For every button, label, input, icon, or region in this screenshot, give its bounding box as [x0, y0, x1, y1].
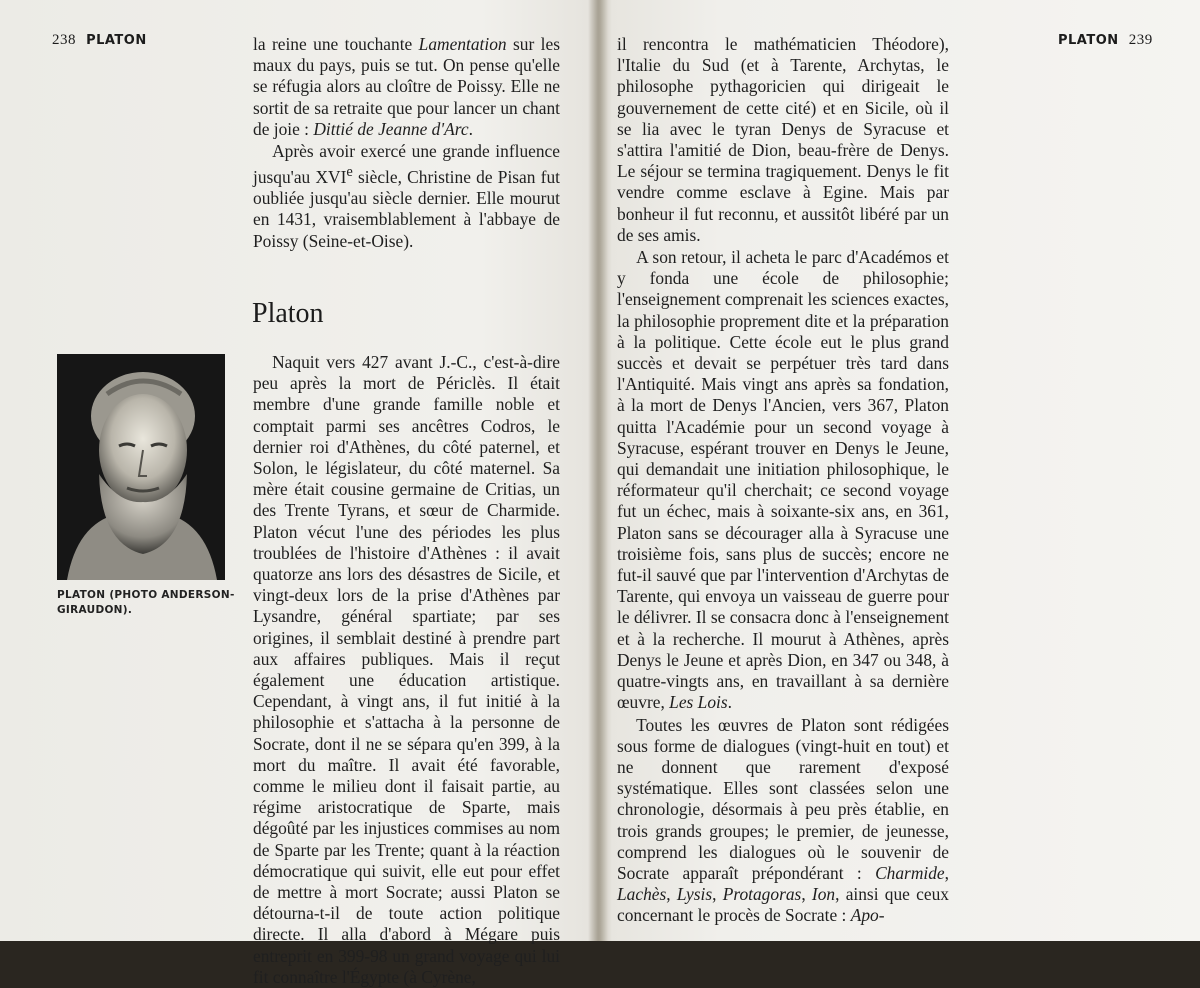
section-title: Platon — [252, 298, 324, 329]
left-top-text — [253, 34, 560, 252]
left-page-number: 238 — [52, 32, 76, 48]
paragraph: il rencontra le mathématicien Théodore), l'Italie du Sud (et à Tarente, Archytas, le philosophe pythagoricien qui dirigeait le gouvernement de cette cité) et en Sicile, où il se lia avec le tyran Denys de Syracuse et s'attira l'amitié de Dion, beau-frère de Denys. Le séjour se termina tragiquement. Denys le fit vendre comme esclave à Egine. Mais par bonheur il fut reconnu, et aussitôt libéré par un de ses amis. — [617, 34, 949, 245]
right-page-number: 239 — [1128, 32, 1153, 48]
right-running-title: PLATON — [1058, 33, 1119, 48]
plato-bust-photo — [57, 354, 225, 580]
paragraph: Toutes les œuvres de Platon sont rédigées sous forme de dialogues (vingt-huit en tout) et ne donnent que rarement d'exposé systématique. Elles sont classées selon une chronologie, désormais à peu près établie, en trois grands groupes; le premier, de jeunesse, comprend les dialogues où le souvenir de Socrate apparaît prépondérant : Charmide, Lachès, Lysis, Protagoras, Ion, ainsi que ceux concernant le procès de Socrate : Apo- — [617, 714, 949, 926]
paragraph: Après avoir exercé une grande influence jusqu'au XVIe siècle, Christine de Pisan fut oubliée jusqu'au siècle dernier. Elle mourut en 1431, vraisemblablement à l'abbaye de Poissy (Seine-et-Oise). — [253, 141, 560, 251]
book-gutter — [588, 0, 608, 941]
left-running-head — [52, 32, 147, 49]
paragraph: la reine une touchante Lamentation sur les maux du pays, puis se tut. On pense qu'elle se réfugia alors au cloître de Poissy. Elle ne sortit de sa retraite que pour lancer un chant de joie : Dittié de Jeanne d'Arc. — [253, 34, 560, 139]
plato-bust-illustration — [57, 354, 225, 580]
paragraph: Naquit vers 427 avant J.-C., c'est-à-dire peu après la mort de Périclès. Il était membre d'une grande famille noble et comptait parmi ses ancêtres Codros, le dernier roi d'Athènes, du côté paternel, et Solon, le législateur, du côté maternel. Sa mère était cousine germaine de Critias, un des Trente Tyrans, et sœur de Charmide. Platon vécut l'une des périodes les plus troublées de l'histoire d'Athènes : il avait quatorze ans lors des désastres de Sicile, et vingt-deux lors de la prise d'Athènes par Lysandre, général spartiate; par ses origines, il semblait destiné à prendre part aux affaires publiques. Mais il reçut également une éducation artistique. Cependant, à vingt ans, il fut initié à la philosophie et s'attacha à la personne de Socrate, dont il ne se sépara qu'en 399, à la mort du maître. Il avait été favorable, comme le milieu dont il faisait partie, au régime aristocratique de Sparte, mais dégoûté par les injustices commises au nom de Sparte par les Trente; quant à la réaction démocratique qui suivit, elle eut pour effet de mettre à mort Socrate; aussi Platon se détourna-t-il de toute action politique directe. Il alla d'abord à Mégare puis entreprit en 399-98 un grand voyage qui lui fit connaître l'Égypte (à Cyrène, — [253, 352, 560, 987]
right-running-head — [1058, 32, 1153, 49]
left-running-title: PLATON — [86, 33, 147, 48]
left-body-text — [253, 352, 560, 988]
paragraph: A son retour, il acheta le parc d'Académos et y fonda une école de philosophie; l'enseignement comprenait les sciences exactes, la philosophie proprement dite et la préparation à la politique. Cette école eut le plus grand succès et devait se perpétuer très tard dans l'Antiquité. Mais vingt ans après sa fondation, à la mort de Denys l'Ancien, vers 367, Platon quitta l'Académie pour un second voyage à Syracuse, espérant trouver en Denys le Jeune, qui demandait une initiation philosophique, le réformateur qu'il cherchait; ce second voyage fut un échec, mais à soixante-six ans, en 361, Platon sans se décourager alla à Syracuse une troisième fois, sans plus de succès; encore ne fut-il sauvé que par l'intervention d'Archytas de Tarente, qui envoya un vaisseau de guerre pour le délivrer. Il se consacra donc à l'enseignement et à la recherche. Il mourut à Athènes, après Denys le Jeune et après Dion, en 347 ou 348, à quatre-vingts ans, en travaillant à sa dernière œuvre, Les Lois. — [617, 247, 949, 713]
right-body-text — [617, 34, 949, 927]
photo-caption: PLATON (PHOTO ANDERSON-GIRAUDON). — [57, 589, 235, 616]
